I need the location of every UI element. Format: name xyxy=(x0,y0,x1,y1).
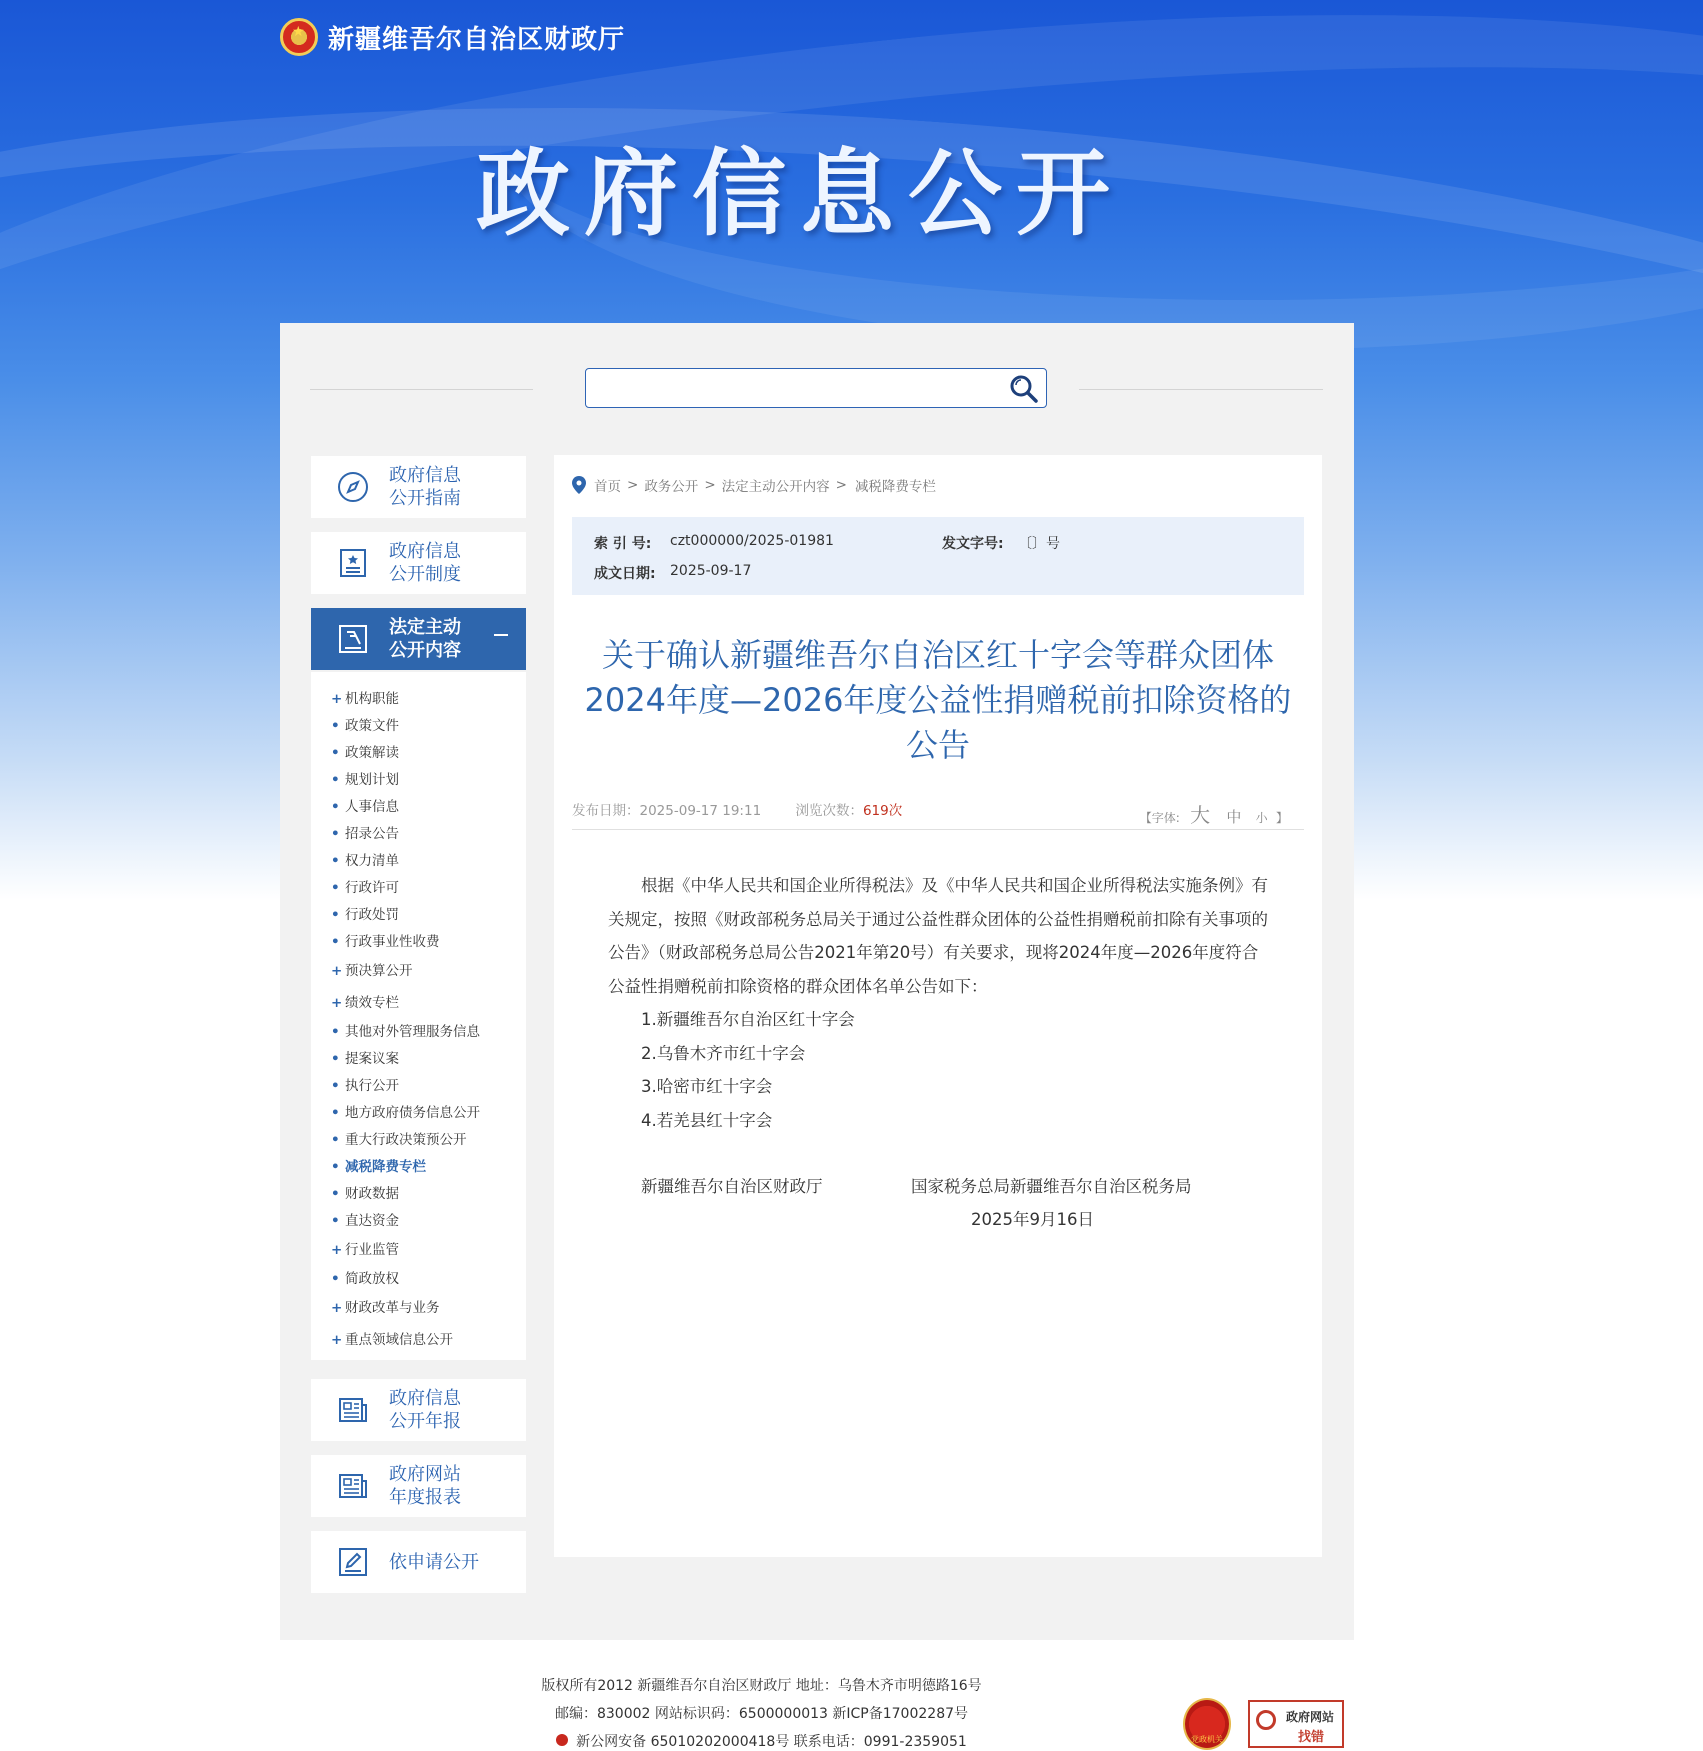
footer-security-text: 新公网安备 65010202000418号 联系电话：0991-2359051 xyxy=(576,1734,967,1750)
expand-icon: + xyxy=(331,995,343,1011)
sidebar-submenu-tail xyxy=(311,1324,526,1360)
sidebar-item-label: 其他对外管理服务信息 xyxy=(345,1024,480,1040)
sidebar-card-annual-report[interactable] xyxy=(311,1379,526,1441)
bullet-icon: • xyxy=(331,907,340,923)
breadcrumb-home[interactable]: 首页 xyxy=(594,479,621,495)
sidebar-item[interactable] xyxy=(331,1328,453,1348)
site-footer xyxy=(0,1665,1703,1751)
signature-tax-bureau: 国家税务总局新疆维吾尔自治区税务局 xyxy=(911,1177,1192,1196)
bullet-icon: • xyxy=(331,1051,340,1067)
compass-icon xyxy=(335,469,371,505)
list-item: 4.若羌县红十字会 xyxy=(641,1110,773,1130)
footer-security xyxy=(0,1731,1613,1751)
bullet-icon: • xyxy=(331,1132,340,1148)
sidebar-item-label: 绩效专栏 xyxy=(345,995,399,1011)
sidebar-item-label: 招录公告 xyxy=(345,826,399,842)
sidebar-card-label: 政府信息 xyxy=(389,541,461,562)
sidebar-item[interactable] xyxy=(331,1047,399,1067)
publish-date-label: 发布日期： xyxy=(572,803,640,819)
bullet-icon: • xyxy=(331,718,340,734)
article-title: 关于确认新疆维吾尔自治区红十字会等群众团体2024年度—2026年度公益性捐赠税前扣除资格的公告 xyxy=(584,636,1292,764)
sidebar-item[interactable] xyxy=(331,714,399,734)
breadcrumb-mandatory[interactable]: 法定主动公开内容 xyxy=(721,479,830,495)
collapse-icon[interactable] xyxy=(494,634,508,636)
bullet-icon: • xyxy=(331,1186,340,1202)
party-government-badge[interactable] xyxy=(1183,1698,1231,1750)
magnifier-icon xyxy=(1256,1710,1276,1730)
sidebar-card-label: 依申请公开 xyxy=(389,1551,479,1573)
sidebar-item[interactable] xyxy=(331,1074,399,1094)
sidebar-item[interactable] xyxy=(331,930,440,950)
font-large-button[interactable]: 大 xyxy=(1190,803,1211,827)
bullet-icon: • xyxy=(331,1105,340,1121)
bullet-icon: • xyxy=(331,880,340,896)
font-medium-button[interactable]: 中 xyxy=(1226,808,1242,826)
views-count: 619次 xyxy=(862,803,903,819)
sidebar-item[interactable] xyxy=(331,687,399,707)
sidebar-item-label: 政策文件 xyxy=(345,718,399,734)
sidebar-item[interactable] xyxy=(331,741,399,761)
site-header xyxy=(280,14,625,60)
article-body xyxy=(608,869,1268,1236)
sidebar-item[interactable] xyxy=(331,991,399,1011)
document-meta xyxy=(572,517,1304,595)
bullet-icon: • xyxy=(331,799,340,815)
sidebar-card-label: 公开指南 xyxy=(389,488,461,509)
sidebar-item-label: 财政数据 xyxy=(345,1186,399,1202)
sidebar-item[interactable] xyxy=(331,768,399,788)
badge-text: 党政机关 xyxy=(1191,1735,1223,1744)
body-paragraph: 根据《中华人民共和国企业所得税法》及《中华人民共和国企业所得税法实施条例》有关规定，按照《财政部税务总局关于通过公益性群众团体的公益性捐赠税前扣除有关事项的公告》（财政部税务总局公告2021年第20号）有关要求，现将2024年度—2026年度符合公益性捐赠税前扣除资格的群众团体名单公告如下： xyxy=(608,876,1268,996)
sidebar-item-label: 简政放权 xyxy=(345,1271,399,1287)
sidebar-item[interactable] xyxy=(331,1238,399,1258)
bullet-icon: • xyxy=(331,772,340,788)
sidebar-item[interactable] xyxy=(331,849,399,869)
search-icon xyxy=(1008,373,1040,405)
divider xyxy=(310,389,533,390)
expand-icon: + xyxy=(331,691,343,707)
sidebar-card-label: 政府信息 xyxy=(389,1388,461,1409)
location-pin-icon xyxy=(572,476,586,494)
article-panel xyxy=(554,455,1322,1557)
sidebar-submenu xyxy=(311,672,526,1324)
bullet-icon: • xyxy=(331,1078,340,1094)
breadcrumb: 首页 > 政务公开 > 法定主动公开内容 > 减税降费专栏 xyxy=(572,475,936,495)
edit-icon xyxy=(335,1544,371,1580)
index-value: czt000000/2025-01981 xyxy=(670,533,834,549)
sidebar-item[interactable] xyxy=(331,1182,399,1202)
index-label: 索 引 号: xyxy=(594,536,652,552)
sidebar-item-label: 规划计划 xyxy=(345,772,399,788)
doc-number-label: 发文字号: xyxy=(942,536,1004,552)
sidebar-item[interactable] xyxy=(331,876,399,896)
badge-text: 政府网站 xyxy=(1286,1710,1335,1724)
sidebar-item-label: 行政处罚 xyxy=(345,907,399,923)
font-size-switcher xyxy=(1140,799,1288,828)
bullet-icon: • xyxy=(331,934,340,950)
sidebar-item-label: 人事信息 xyxy=(345,799,399,815)
sidebar-card-label: 年度报表 xyxy=(389,1487,461,1508)
sidebar-card-guide[interactable] xyxy=(311,456,526,518)
sidebar-item-label: 重点领域信息公开 xyxy=(345,1332,453,1348)
bullet-icon: • xyxy=(331,853,340,869)
bullet-icon: • xyxy=(331,1213,340,1229)
written-date-label: 成文日期: xyxy=(594,566,656,582)
written-date-value: 2025-09-17 xyxy=(670,563,752,579)
sidebar-card-label: 法定主动 xyxy=(389,617,461,638)
content-container xyxy=(280,323,1354,1640)
newspaper-icon xyxy=(335,1468,371,1504)
sidebar-item-label: 执行公开 xyxy=(345,1078,399,1094)
font-small-button[interactable]: 小 xyxy=(1255,811,1268,825)
banner-title: 政府信息公开 xyxy=(475,140,1124,249)
bullet-icon: • xyxy=(331,1271,340,1287)
sidebar-card-apply[interactable] xyxy=(311,1531,526,1593)
sidebar-card-label: 公开年报 xyxy=(389,1411,461,1432)
font-size-bracket: 】 xyxy=(1275,811,1288,825)
report-error-badge[interactable] xyxy=(1248,1700,1344,1748)
list-item: 2.乌鲁木齐市红十字会 xyxy=(641,1043,806,1063)
bullet-icon: • xyxy=(331,826,340,842)
sidebar-item-label: 行业监管 xyxy=(345,1242,399,1258)
sidebar-item-label: 行政事业性收费 xyxy=(345,934,440,950)
sidebar-item[interactable] xyxy=(331,959,413,979)
newspaper-icon xyxy=(335,1392,371,1428)
badge-text: 找错 xyxy=(1298,1730,1325,1745)
bullet-icon: • xyxy=(331,745,340,761)
sidebar-item-label: 政策解读 xyxy=(345,745,399,761)
sidebar-card-label: 政府网站 xyxy=(389,1464,461,1485)
sidebar-item[interactable] xyxy=(331,1128,467,1148)
gavel-icon xyxy=(335,621,371,657)
font-size-label: 【字体: xyxy=(1139,811,1180,825)
sidebar-item-label: 直达资金 xyxy=(345,1213,399,1229)
sidebar-item-label: 行政许可 xyxy=(345,880,399,896)
divider xyxy=(1079,389,1323,390)
national-emblem-icon xyxy=(280,18,318,56)
footer-copyright: 版权所有2012 新疆维吾尔自治区财政厅 地址：乌鲁木齐市明德路16号 xyxy=(541,1678,982,1694)
expand-icon: + xyxy=(331,1300,343,1316)
sidebar-item-label: 预决算公开 xyxy=(345,963,413,979)
sidebar-item-label: 提案议案 xyxy=(345,1051,399,1067)
search-input[interactable] xyxy=(594,373,998,405)
sidebar-item-label: 财政改革与业务 xyxy=(345,1300,440,1316)
list-item: 3.哈密市红十字会 xyxy=(641,1077,773,1096)
sidebar-item[interactable] xyxy=(331,903,399,923)
expand-icon: + xyxy=(331,1242,343,1258)
list-item: 1.新疆维吾尔自治区红十字会 xyxy=(641,1010,855,1029)
bullet-icon: • xyxy=(331,1159,340,1175)
sidebar-card-rules[interactable] xyxy=(311,532,526,594)
views-label: 浏览次数： xyxy=(795,803,863,819)
sidebar-item[interactable] xyxy=(331,1267,399,1287)
site-name[interactable]: 新疆维吾尔自治区财政厅 xyxy=(328,24,626,55)
signature-finance-dept: 新疆维吾尔自治区财政厅 xyxy=(641,1177,823,1196)
doc-number-value: 〔〕号 xyxy=(1018,536,1060,552)
sidebar-item-label: 减税降费专栏 xyxy=(345,1159,426,1175)
sidebar-item-label: 机构职能 xyxy=(345,691,399,707)
bullet-icon: • xyxy=(331,1024,340,1040)
footer-registration: 邮编：830002 网站标识码：6500000013 新ICP备17002287号 xyxy=(554,1706,969,1722)
sidebar-item[interactable] xyxy=(331,1296,440,1316)
sidebar-item-label: 重大行政决策预公开 xyxy=(345,1132,467,1148)
sidebar-item[interactable] xyxy=(331,1020,480,1040)
sidebar-item[interactable] xyxy=(331,1101,480,1121)
publish-date-value: 2025-09-17 19:11 xyxy=(639,803,762,819)
sidebar-card-label: 公开制度 xyxy=(389,564,461,585)
breadcrumb-gov-affairs[interactable]: 政务公开 xyxy=(644,479,699,495)
breadcrumb-current[interactable]: 减税降费专栏 xyxy=(854,479,936,495)
sidebar-card-website-report[interactable] xyxy=(311,1455,526,1517)
sidebar-item[interactable] xyxy=(331,1209,399,1229)
sidebar-card-mandatory[interactable] xyxy=(311,608,526,670)
sidebar-card-label: 政府信息 xyxy=(389,465,461,486)
sidebar-item-label: 地方政府债务信息公开 xyxy=(345,1105,480,1121)
signature-date: 2025年9月16日 xyxy=(971,1210,1094,1229)
sidebar-card-label: 公开内容 xyxy=(389,640,461,661)
sidebar-item[interactable] xyxy=(331,795,399,815)
police-badge-icon xyxy=(556,1734,568,1746)
expand-icon: + xyxy=(331,1332,343,1348)
expand-icon: + xyxy=(331,963,343,979)
search-button[interactable] xyxy=(1008,373,1040,405)
sidebar-item-current[interactable] xyxy=(331,1155,426,1175)
sidebar-item-label: 权力清单 xyxy=(345,853,399,869)
sidebar-item[interactable] xyxy=(331,822,399,842)
search-box xyxy=(585,368,1047,408)
article-info xyxy=(572,799,1304,830)
document-icon xyxy=(335,545,371,581)
